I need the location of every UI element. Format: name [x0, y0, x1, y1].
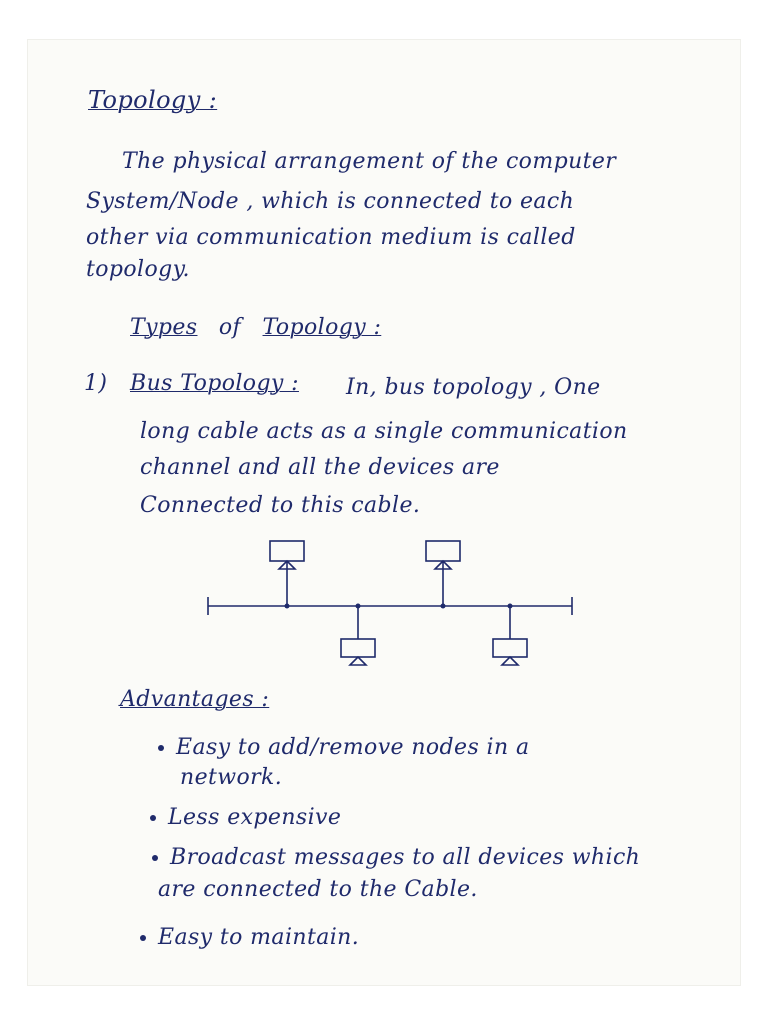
- bus-line-3: channel and all the devices are: [140, 455, 500, 480]
- advantage-4-line-1: Easy to maintain.: [158, 925, 360, 950]
- bus-line-4: Connected to this cable.: [140, 493, 421, 518]
- advantage-item-3-cont: are connected to the Cable.: [158, 877, 478, 902]
- node-top-1: [270, 541, 304, 606]
- advantage-item-1-cont: network.: [180, 765, 283, 790]
- node-top-2: [426, 541, 460, 606]
- bus-line-1: In, bus topology , One: [346, 375, 601, 400]
- page-title: Topology :: [88, 86, 218, 114]
- advantages-heading: Advantages :: [120, 687, 270, 712]
- bus-name: Bus Topology :: [130, 371, 299, 396]
- bullet-icon: [158, 745, 164, 751]
- advantage-item-4: [140, 922, 359, 954]
- bullet-icon: [152, 855, 158, 861]
- tap-3: [441, 604, 446, 609]
- tap-4: [508, 604, 513, 609]
- definition-line-4: topology.: [86, 257, 190, 282]
- types-heading-mid: of: [218, 315, 242, 340]
- types-heading: [130, 312, 381, 344]
- advantage-3-line-1: Broadcast messages to all devices which: [170, 845, 641, 870]
- node-bottom-2: [493, 606, 527, 665]
- advantage-item-3: [152, 842, 640, 874]
- types-heading-right: Topology :: [262, 315, 382, 340]
- bullet-icon: [140, 935, 146, 941]
- bus-line-2: long cable acts as a single communication: [140, 419, 628, 444]
- tap-1: [285, 604, 290, 609]
- advantage-1-line-1: Easy to add/remove nodes in a: [176, 735, 530, 760]
- advantage-2-line-1: Less expensive: [168, 805, 342, 830]
- advantage-item-2: [150, 802, 341, 834]
- node-bottom-1: [341, 606, 375, 665]
- definition-line-2: System/Node , which is connected to each: [86, 189, 575, 214]
- definition-line-1: The physical arrangement of the computer: [122, 149, 617, 174]
- bus-number: 1): [84, 371, 108, 396]
- types-heading-left: Types: [130, 315, 198, 340]
- definition-line-3: other via communication medium is called: [86, 225, 576, 250]
- tap-2: [356, 604, 361, 609]
- bus-topology-diagram: [200, 535, 580, 675]
- bullet-icon: [150, 815, 156, 821]
- advantage-item-1: [158, 732, 529, 764]
